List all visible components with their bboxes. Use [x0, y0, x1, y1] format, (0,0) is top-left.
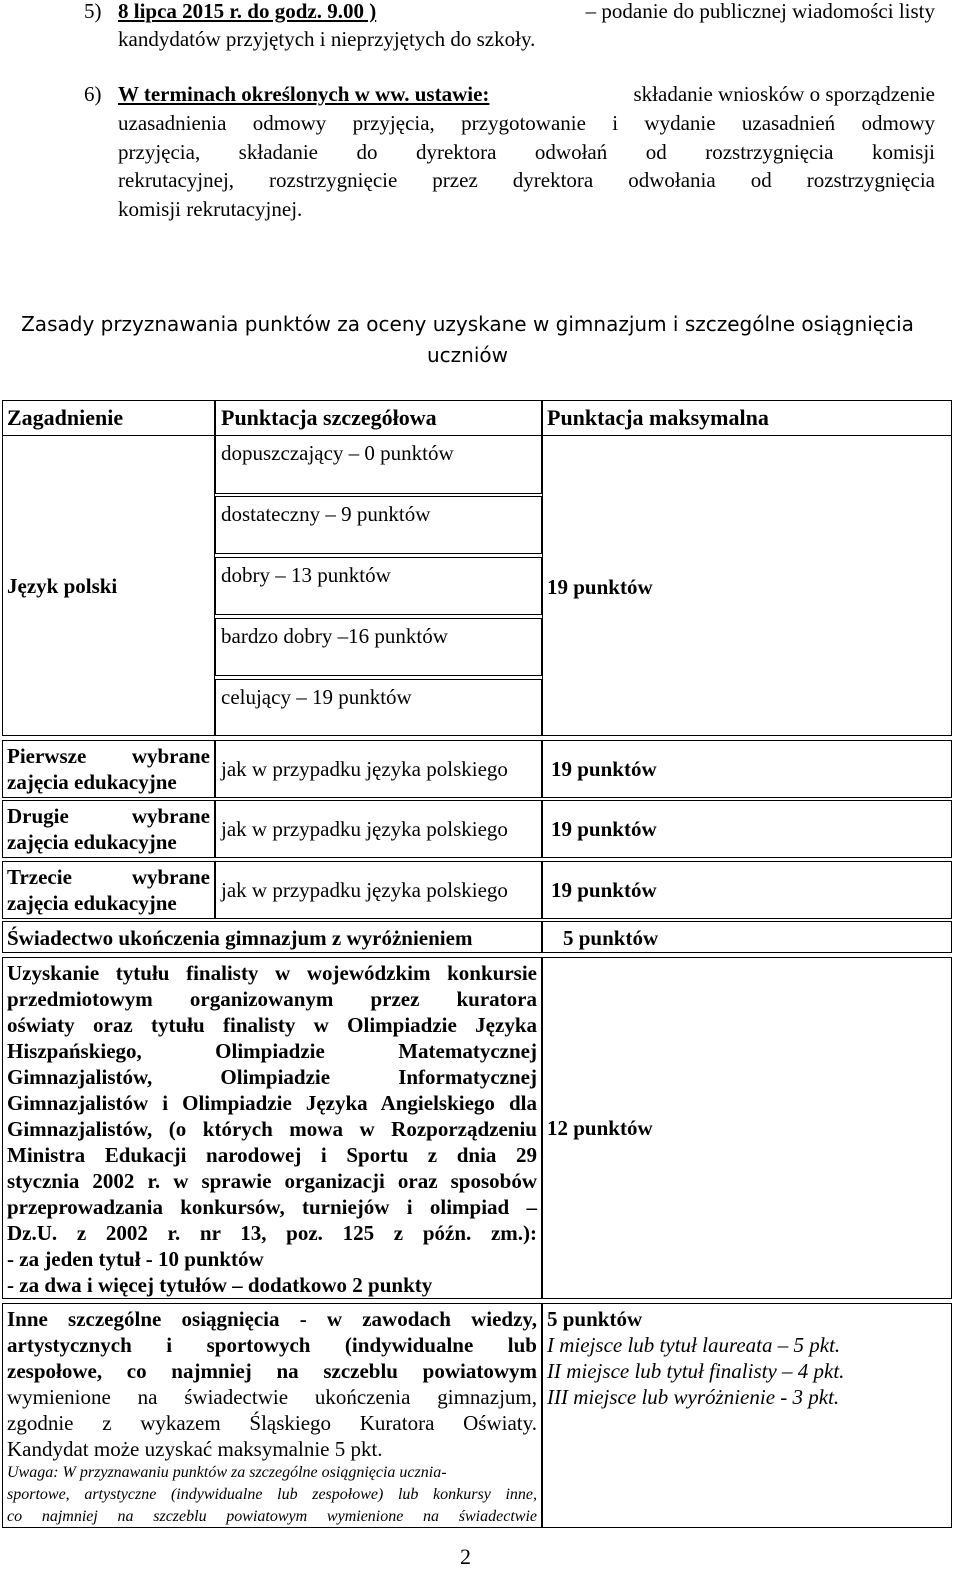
item-5-rest: – podanie do publicznej wiadomości listy [585, 0, 935, 23]
other-description [2, 1303, 542, 1528]
elective-2-word2: wybrane [131, 804, 210, 828]
elective-3-word2: wybrane [131, 865, 210, 889]
elective-1-label [2, 740, 215, 798]
elective-1-word2: wybrane [131, 744, 210, 768]
grade-celujacy: celujący – 19 punktów [215, 679, 542, 736]
place-third: III miejsce lub wyróżnienie - 3 pkt. [547, 1385, 840, 1409]
item-6-number: 6) [84, 82, 102, 106]
item-6-line5: komisji rekrutacyjnej. [118, 197, 303, 221]
finalist-two-titles: - za dwa i więcej tytułów – dodatkowo 2 punkty [7, 1273, 433, 1297]
elective-1-detail: jak w przypadku języka polskiego [215, 740, 542, 798]
polish-max: 19 punktów [547, 575, 653, 599]
other-line: artystycznych i sportowych (indywidualne lub [7, 1333, 537, 1357]
page-number: 2 [460, 1544, 471, 1569]
elective-2-label [2, 800, 215, 858]
finalist-line: Uzyskanie tytułu finalisty w wojewódzkim konkursie [7, 961, 537, 985]
elective-2-max: 19 punktów [542, 800, 952, 858]
item-6-line4: rekrutacyjnej, rozstrzygnięcie przez dyrektora odwołania od rozstrzygnięcia [118, 168, 935, 192]
item-6-lead: W terminach określonych w ww. ustawie: [118, 82, 490, 106]
finalist-line: Dz.U. z 2002 r. nr 13, poz. 125 z późn. zm.): [7, 1221, 537, 1245]
other-note-line: Uwaga: W przyznawaniu punktów za szczególne osiągnięcia ucznia- [7, 1464, 447, 1481]
elective-3-word1: Trzecie [7, 865, 72, 889]
item-6-line2: uzasadnienia odmowy przyjęcia, przygotowanie i wydanie uzasadnień odmowy [118, 111, 935, 135]
grade-dobry: dobry – 13 punktów [215, 557, 542, 615]
elective-3-detail: jak w przypadku języka polskiego [215, 861, 542, 919]
other-max-cell [542, 1303, 952, 1528]
other-line: wymienione na świadectwie ukończenia gimnazjum, [7, 1385, 537, 1409]
finalist-description [2, 957, 542, 1299]
finalist-max: 12 punktów [547, 1116, 653, 1140]
section-title-line2: uczniów [427, 343, 508, 367]
other-max: 5 punktów [547, 1307, 643, 1331]
finalist-line: Gimnazjalistów, Olimpiadzie Informatycznej [7, 1065, 537, 1089]
item-5-number: 5) [84, 0, 102, 23]
polish-subject: Język polski [7, 574, 118, 598]
finalist-line: przedmiotowym organizowanym przez kuratora [7, 987, 537, 1011]
header-punktacja-maksymalna: Punktacja maksymalna [542, 400, 952, 436]
grade-dostateczny: dostateczny – 9 punktów [215, 496, 542, 554]
finalist-line: Hiszpańskiego, Olimpiadzie Matematycznej [7, 1039, 537, 1063]
finalist-one-title: - za jeden tytuł - 10 punktów [7, 1247, 264, 1271]
polish-subject-cell [2, 436, 215, 736]
other-note-line: sportowe, artystyczne (indywidualne lub zespołowe) lub konkursy inne, [7, 1486, 537, 1503]
elective-2-line2: zajęcia edukacyjne [7, 830, 177, 854]
certificate-max: 5 punktów [542, 921, 952, 953]
elective-1-line2: zajęcia edukacyjne [7, 770, 177, 794]
header-zagadnienie: Zagadnienie [2, 400, 215, 436]
polish-max-cell [542, 436, 952, 736]
grade-dopuszczajacy: dopuszczający – 0 punktów [215, 436, 542, 494]
item-6-line3: przyjęcia, składanie do dyrektora odwołań od rozstrzygnięcia komisji [118, 140, 935, 164]
other-line: zgodnie z wykazem Śląskiego Kuratora Oświaty. [7, 1411, 537, 1435]
elective-3-line2: zajęcia edukacyjne [7, 891, 177, 915]
elective-1-word1: Pierwsze [7, 744, 87, 768]
elective-2-detail: jak w przypadku języka polskiego [215, 800, 542, 858]
elective-3-label [2, 861, 215, 919]
header-punktacja-szczegolowa: Punktacja szczegółowa [215, 400, 542, 436]
item-5-date: 8 lipca 2015 r. do godz. 9.00 ) [118, 0, 377, 23]
other-max-note: Kandydat może uzyskać maksymalnie 5 pkt. [7, 1437, 383, 1461]
item-5-line2: kandydatów przyjętych i nieprzyjętych do szkoły. [118, 27, 536, 51]
elective-3-max: 19 punktów [542, 861, 952, 919]
other-line: Inne szczególne osiągnięcia - w zawodach wiedzy, [7, 1307, 537, 1331]
place-second: II miejsce lub tytuł finalisty – 4 pkt. [547, 1359, 845, 1383]
place-first: I miejsce lub tytuł laureata – 5 pkt. [547, 1333, 841, 1357]
finalist-line: Gimnazjalistów, (o których mowa w Rozporządzeniu [7, 1117, 537, 1141]
certificate-label: Świadectwo ukończenia gimnazjum z wyróżnieniem [2, 921, 542, 953]
finalist-max-cell [542, 957, 952, 1299]
other-line: zespołowe, co najmniej na szczeblu powiatowym [7, 1359, 537, 1383]
grade-bardzo-dobry: bardzo dobry –16 punktów [215, 618, 542, 676]
finalist-line: przeprowadzania konkursów, turniejów i olimpiad – [7, 1195, 537, 1219]
section-title-line1: Zasady przyznawania punktów za oceny uzyskane w gimnazjum i szczególne osiągnięcia [21, 312, 914, 336]
finalist-line: Ministra Edukacji narodowej i Sportu z dnia 29 [7, 1143, 537, 1167]
finalist-line: stycznia 2002 r. w sprawie organizacji oraz sposobów [7, 1169, 537, 1193]
item-5-line1 [118, 0, 935, 26]
finalist-line: oświaty oraz tytułu finalisty w Olimpiadzie Języka [7, 1013, 537, 1037]
other-note-line: co najmniej na szczeblu powiatowym wymienione na świadectwie [7, 1508, 537, 1525]
finalist-line: Gimnazjalistów i Olimpiadzie Języka Angielskiego dla [7, 1091, 537, 1115]
elective-1-max: 19 punktów [542, 740, 952, 798]
elective-2-word1: Drugie [7, 804, 69, 828]
item-6-line1 [118, 80, 935, 109]
item-6-line1-rest: składanie wniosków o sporządzenie [633, 82, 935, 106]
